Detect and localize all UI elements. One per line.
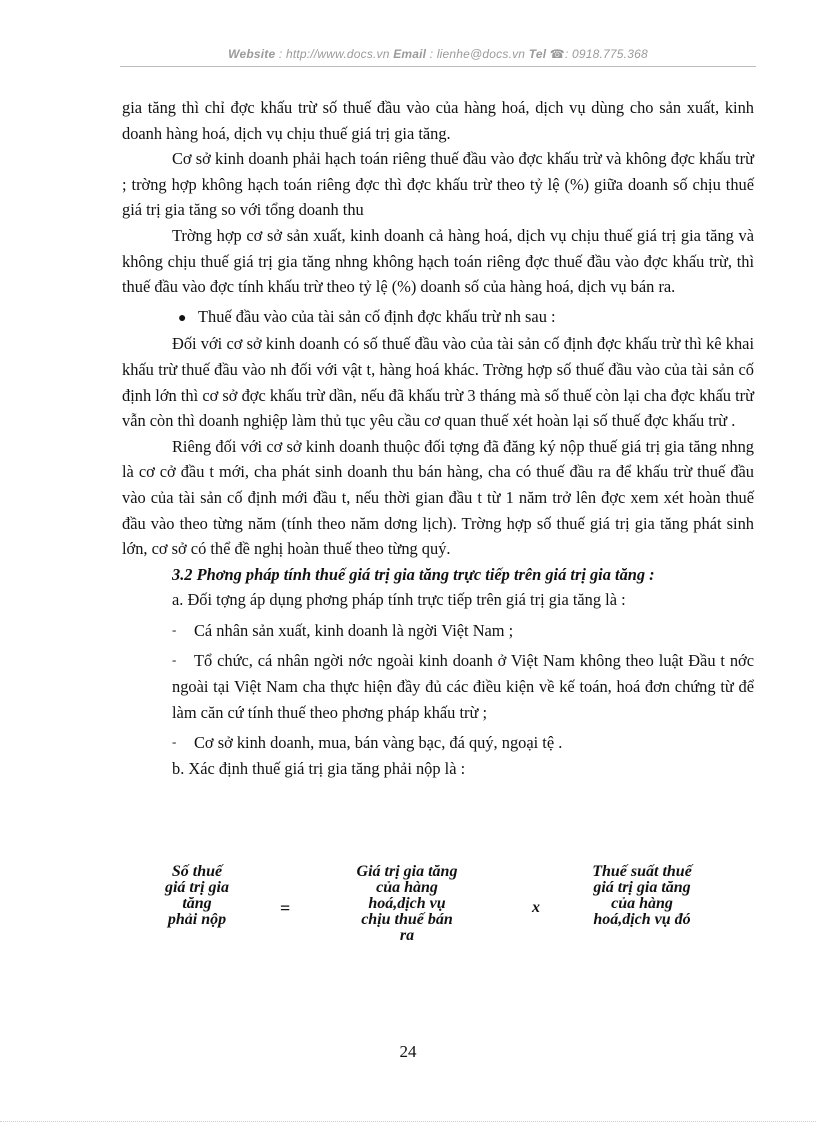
paragraph-3: Trờng hợp cơ sở sản xuất, kinh doanh cả hàng hoá, dịch vụ chịu thuế giá trị gia tăng và không chịu thuế giá trị gia tăng nhng không hạch toán riêng đợc thuế đầu vào đợc khấu trừ, thì thuế đầu vào đợc tính khấu trừ theo tỷ lệ (%) doanh số của hàng hoá, dịch vụ bán ra. (122, 225, 754, 297)
formula-tax-rate-term: Thuế suất thuế giá trị gia tăng của hàng hoá,dịch vụ đó (592, 863, 692, 928)
formula-result-term: Số thuế giá trị gia tăng phải nộp (164, 863, 229, 928)
paragraph-1: gia tăng thì chỉ đợc khấu trừ số thuế đầu vào của hàng hoá, dịch vụ dùng cho sản xuất, kinh doanh hàng hoá, dịch vụ chịu thuế giá trị gia tăng. (122, 98, 754, 143)
dash-icon: - (172, 734, 177, 750)
bullet-text: Thuế đầu vào của tài sản cố định đợc khấu trừ nh sau : (198, 306, 556, 326)
item-a: a. Đối tợng áp dụng phơng pháp tính trực tiếp trên giá trị gia tăng là : (172, 590, 626, 610)
tel-value: : 0918.775.368 (564, 47, 648, 61)
document-body (122, 95, 754, 781)
footer-divider (0, 1121, 816, 1122)
tel-label: Tel (528, 47, 547, 61)
dash-item-1: - Cá nhân sản xuất, kinh doanh là ngời Việt Nam ; (122, 617, 754, 644)
paragraph-5: Riêng đối với cơ sở kinh doanh thuộc đối tợng đã đăng ký nộp thuế giá trị gia tăng nhng là cơ cở đầu t mới, cha phát sinh doanh thu bán hàng, cha có thuế đầu ra để khấu trừ thuế đầu vào của tài sản cố định mới đầu t, nếu thời gian đầu t từ 1 năm trở lên đợc xem xét hoàn thuế đầu vào theo từng năm (tính theo năm dơng lịch). Trờng hợp số thuế giá trị gia tăng phát sinh lớn, cơ sở có thể đề nghị hoàn thuế theo từng quý. (122, 436, 754, 559)
website-label: Website (228, 47, 276, 61)
dash-item-2: - Tổ chức, cá nhân ngời nớc ngoài kinh doanh ở Việt Nam không theo luật Đầu t nớc ngoài tại Việt Nam cha thực hiện đầy đủ các điều kiện về kế toán, hoá đơn chứng từ để làm căn cứ tính thuế theo phơng pháp khấu trừ ; (122, 647, 754, 725)
paragraph-4: Đối với cơ sở kinh doanh có số thuế đầu vào của tài sản cố định đợc khấu trừ thì kê khai khấu trừ thuế đầu vào nh đối với vật t, hàng hoá khác. Trờng hợp số thuế đầu vào của tài sản cố định lớn thì cơ sở đợc khấu trừ dần, nếu đã khấu trừ 3 tháng mà số thuế còn lại cha đợc khấu trừ vẫn còn thì doanh nghiệp làm thủ tục yêu cầu cơ quan thuế xét hoàn lại số thuế đợc khấu trừ . (122, 334, 754, 431)
website-value[interactable]: : http://www.docs.vn (278, 47, 390, 61)
section-title: 3.2 Phơng pháp tính thuế giá trị gia tăng trực tiếp trên giá trị gia tăng : (172, 564, 655, 584)
phone-icon: ☎ (549, 47, 565, 61)
paragraph-2: Cơ sở kinh doanh phải hạch toán riêng thuế đầu vào đợc khấu trừ và không đợc khấu trừ ; trờng hợp không hạch toán riêng đợc thì đợc khấu trừ theo tỷ lệ (%) giữa doanh số chịu thuế giá trị gia tăng so với tổng doanh thu (122, 149, 754, 220)
email-value[interactable]: : lienhe@docs.vn (429, 47, 526, 61)
formula-times-sign: x (532, 899, 540, 916)
item-b: b. Xác định thuế giá trị gia tăng phải nộp là : (172, 758, 466, 778)
vat-formula (122, 864, 754, 954)
dash-icon: - (172, 652, 177, 668)
bullet-item (122, 304, 754, 332)
page-header (120, 47, 756, 61)
formula-value-added-term: Giá trị gia tăng của hàng hoá,dịch vụ chịu thuế bán ra (356, 863, 458, 944)
dash-icon: - (172, 621, 177, 637)
bullet-icon: ● (178, 310, 187, 326)
dash-item-3: - Cơ sở kinh doanh, mua, bán vàng bạc, đá quý, ngoại tệ . (122, 729, 754, 756)
page-number: 24 (399, 1042, 417, 1061)
email-label: Email (393, 47, 427, 61)
header-divider (120, 66, 756, 67)
formula-equals-sign: = (280, 898, 291, 918)
